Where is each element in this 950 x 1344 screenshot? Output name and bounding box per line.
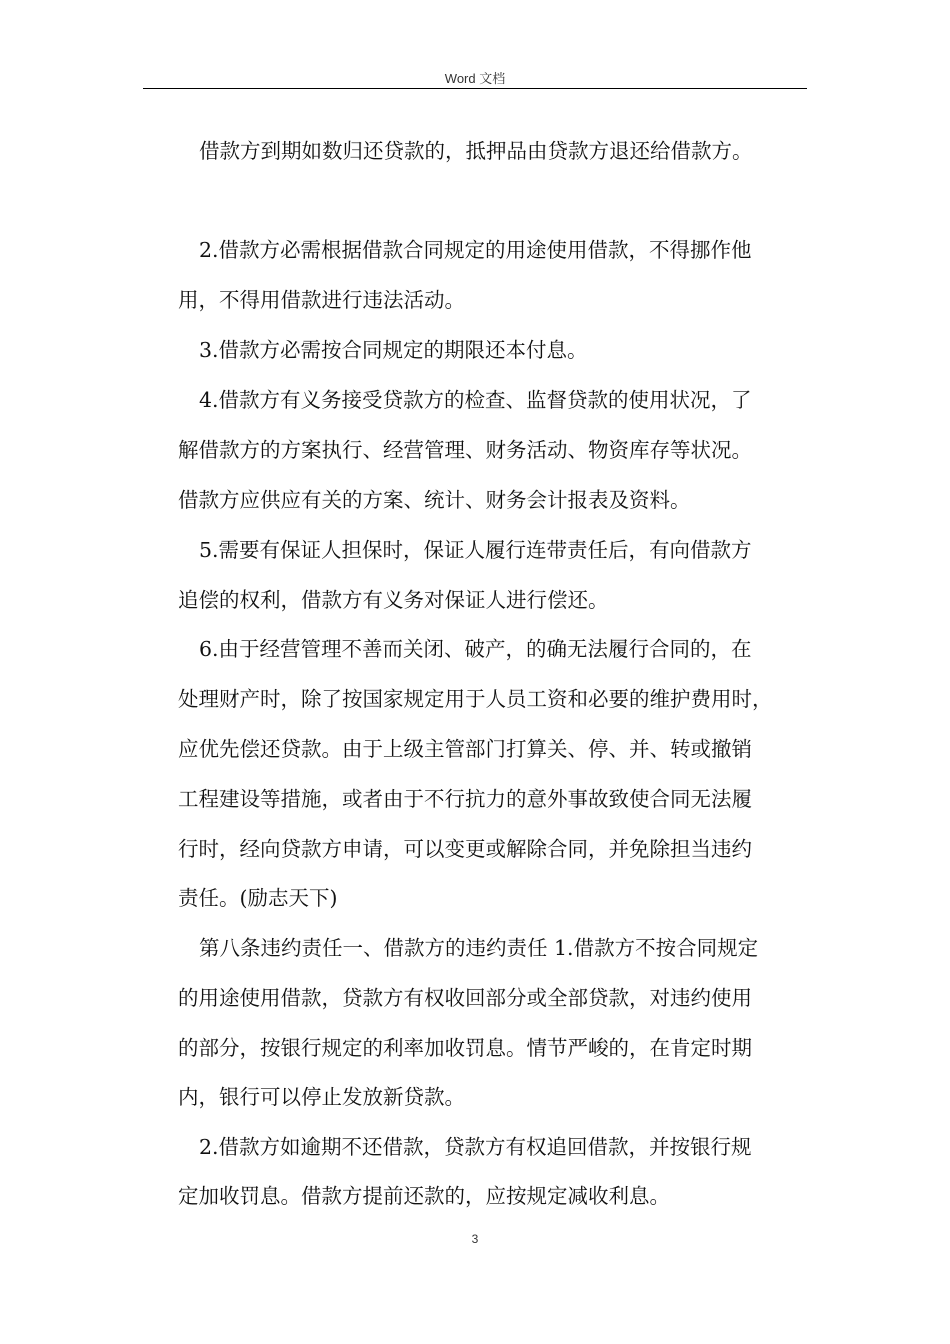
- paragraph-line: 应优先偿还贷款。由于上级主管部门打算关、停、并、转或撤销: [178, 737, 752, 761]
- page-number: 3: [471, 1232, 479, 1246]
- paragraph-line: 行时，经向贷款方申请，可以变更或解除合同，并免除担当违约: [178, 837, 752, 861]
- paragraph-line: 责任。(励志天下): [178, 886, 338, 910]
- paragraph-line: 处理财产时，除了按国家规定用于人员工资和必要的维护费用时，: [178, 687, 773, 711]
- paragraph-line: 3.借款方必需按合同规定的期限还本付息。: [199, 338, 588, 362]
- paragraph-line: 解借款方的方案执行、经营管理、财务活动、物资库存等状况。: [178, 438, 752, 462]
- paragraph-line: 2.借款方必需根据借款合同规定的用途使用借款，不得挪作他: [199, 238, 752, 262]
- paragraph-line: 的部分，按银行规定的利率加收罚息。情节严峻的，在肯定时期: [178, 1036, 752, 1060]
- paragraph-line: 用，不得用借款进行违法活动。: [178, 288, 465, 312]
- paragraph-line: 2.借款方如逾期不还借款，贷款方有权追回借款，并按银行规: [199, 1135, 752, 1159]
- header-title: Word 文档: [444, 71, 506, 86]
- paragraph-line: 工程建设等措施，或者由于不行抗力的意外事故致使合同无法履: [178, 787, 752, 811]
- header-divider: [143, 88, 807, 89]
- paragraph-line: 借款方到期如数归还贷款的，抵押品由贷款方退还给借款方。: [199, 139, 753, 163]
- paragraph-line: 6.由于经营管理不善而关闭、破产，的确无法履行合同的，在: [199, 637, 752, 661]
- paragraph-line: 5.需要有保证人担保时，保证人履行连带责任后，有向借款方: [199, 538, 752, 562]
- paragraph-line: 内，银行可以停止发放新贷款。: [178, 1085, 465, 1109]
- paragraph-line: 借款方应供应有关的方案、统计、财务会计报表及资料。: [178, 488, 691, 512]
- paragraph-line: 的用途使用借款，贷款方有权收回部分或全部贷款，对违约使用: [178, 986, 752, 1010]
- paragraph-line: 4.借款方有义务接受贷款方的检查、监督贷款的使用状况，了: [199, 388, 752, 412]
- paragraph-line: 第八条违约责任一、借款方的违约责任 1.借款方不按合同规定: [199, 936, 759, 960]
- paragraph-line: 定加收罚息。借款方提前还款的，应按规定减收利息。: [178, 1184, 670, 1208]
- paragraph-line: 追偿的权利，借款方有义务对保证人进行偿还。: [178, 588, 609, 612]
